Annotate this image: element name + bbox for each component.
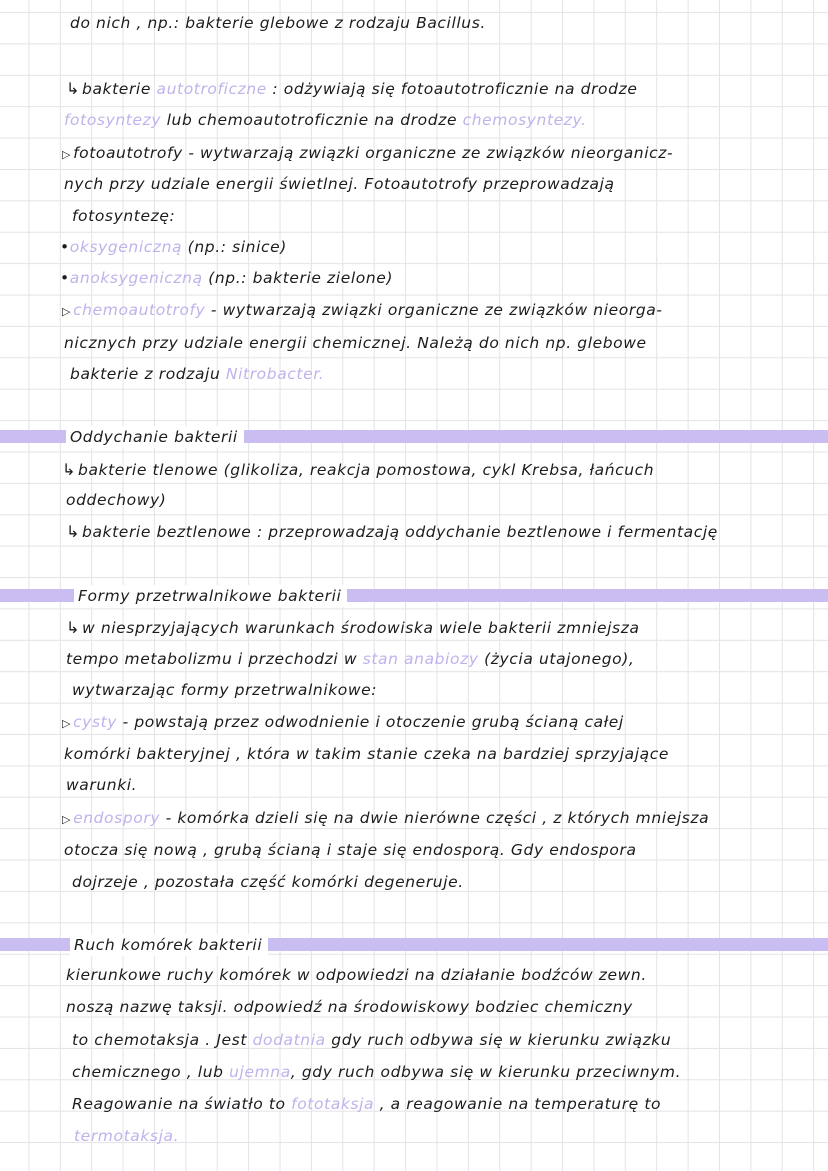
survival-line-8 xyxy=(64,841,637,859)
movement-line-4 xyxy=(72,1063,681,1081)
highlighted-term: fotosyntezy xyxy=(64,111,162,129)
highlighted-term: fototaksja xyxy=(291,1095,375,1113)
triangle-bullet-icon: ▷ xyxy=(62,717,72,730)
section-heading-movement: Ruch komórek bakterii xyxy=(70,934,268,956)
section-heading-respiration: Oddychanie bakterii xyxy=(66,426,244,448)
highlighted-term: ujemna xyxy=(229,1063,291,1081)
autotrophs-line-9 xyxy=(64,334,647,352)
survival-line-6 xyxy=(66,776,137,794)
text: - powstają przez odwodnienie i otoczenie grubą ścianą całej xyxy=(117,713,624,731)
triangle-bullet-icon: ▷ xyxy=(62,813,72,826)
highlighted-term: cysty xyxy=(73,713,118,731)
movement-line-3 xyxy=(72,1031,671,1049)
text: komórki bakteryjnej , która w takim stanie czeka na bardziej sprzyjające xyxy=(64,745,669,763)
text: fotoautotrofy - wytwarzają związki organiczne ze związków nieorganicz- xyxy=(73,144,674,162)
text: (np.: sinice) xyxy=(182,238,287,256)
respiration-line-1 xyxy=(62,460,654,479)
text: lub chemoautotroficznie na drodze xyxy=(161,111,463,129)
text: noszą nazwę taksji. odpowiedź na środowiskowy bodziec chemiczny xyxy=(66,998,633,1016)
text: (życia utajonego), xyxy=(478,650,635,668)
highlighted-term: anoksygeniczną xyxy=(69,269,203,287)
text: w niesprzyjających warunkach środowiska wiele bakterii zmniejsza xyxy=(82,619,640,637)
autotrophs-line-6 xyxy=(60,238,287,256)
text: bakterie z rodzaju xyxy=(70,365,226,383)
arrow-icon: ↳ xyxy=(66,79,81,98)
text: gdy ruch odbywa się w kierunku związku xyxy=(325,1031,672,1049)
autotrophs-line-7 xyxy=(60,269,393,287)
text: Reagowanie na światło to xyxy=(72,1095,292,1113)
autotrophs-line-8 xyxy=(62,301,663,319)
text: do nich , np.: bakterie glebowe z rodzaju Bacillus. xyxy=(70,14,486,32)
intro-line-1 xyxy=(70,14,486,32)
text: to chemotaksja . Jest xyxy=(72,1031,253,1049)
arrow-icon: ↳ xyxy=(66,522,81,541)
highlighted-term: endospory xyxy=(73,809,161,827)
text: bakterie tlenowe (glikoliza, reakcja pomostowa, cykl Krebsa, łańcuch xyxy=(78,461,655,479)
text: fotosyntezę: xyxy=(72,207,176,225)
highlighted-term: chemosyntezy. xyxy=(462,111,587,129)
movement-line-6 xyxy=(74,1127,179,1145)
survival-line-9 xyxy=(72,873,464,891)
autotrophs-line-10 xyxy=(70,365,324,383)
respiration-line-3 xyxy=(66,522,718,541)
text: tempo metabolizmu i przechodzi w xyxy=(66,650,363,668)
text: - wytwarzają związki organiczne ze związków nieorga- xyxy=(205,301,663,319)
text: otocza się nową , grubą ścianą i staje się endosporą. Gdy endospora xyxy=(64,841,637,859)
highlighted-term: chemoautotrofy xyxy=(73,301,206,319)
survival-line-2 xyxy=(66,650,634,668)
text: nych przy udziale energii świetlnej. Fotoautotrofy przeprowadzają xyxy=(64,175,615,193)
highlighted-term: termotaksja. xyxy=(74,1127,180,1145)
text: warunki. xyxy=(66,776,138,794)
highlighted-term: autotroficzne xyxy=(156,80,267,98)
text: wytwarzając formy przetrwalnikowe: xyxy=(72,681,378,699)
bullet-icon: • xyxy=(60,238,70,256)
text: - komórka dzieli się na dwie nierówne części , z których mniejsza xyxy=(160,809,710,827)
text: nicznych przy udziale energii chemicznej. Należą do nich np. glebowe xyxy=(64,334,647,352)
survival-line-4 xyxy=(62,713,624,731)
text: dojrzeje , pozostała część komórki degeneruje. xyxy=(72,873,464,891)
text: , gdy ruch odbywa się w kierunku przeciwnym. xyxy=(290,1063,682,1081)
respiration-line-2 xyxy=(66,491,166,509)
movement-line-1 xyxy=(66,966,647,984)
autotrophs-line-2 xyxy=(64,111,587,129)
section-heading-survival: Formy przetrwalnikowe bakterii xyxy=(74,585,347,607)
text: kierunkowe ruchy komórek w odpowiedzi na działanie bodźców zewn. xyxy=(66,966,647,984)
triangle-bullet-icon: ▷ xyxy=(62,148,72,161)
text: bakterie beztlenowe : przeprowadzają oddychanie beztlenowe i fermentację xyxy=(82,523,718,541)
autotrophs-line-1 xyxy=(66,79,637,98)
text: , a reagowanie na temperaturę to xyxy=(374,1095,662,1113)
text: (np.: bakterie zielone) xyxy=(202,269,394,287)
text: bakterie xyxy=(82,80,157,98)
survival-line-5 xyxy=(64,745,669,763)
highlighted-term: stan anabiozy xyxy=(362,650,479,668)
arrow-icon: ↳ xyxy=(62,460,77,479)
survival-line-3 xyxy=(72,681,377,699)
movement-line-2 xyxy=(66,998,633,1016)
text: chemicznego , lub xyxy=(72,1063,230,1081)
survival-line-7 xyxy=(62,809,709,827)
autotrophs-line-5 xyxy=(72,207,175,225)
highlighted-term: Nitrobacter. xyxy=(225,365,325,383)
text: oddechowy) xyxy=(66,491,167,509)
survival-line-1 xyxy=(66,618,640,637)
highlighted-term: oksygeniczną xyxy=(69,238,183,256)
movement-line-5 xyxy=(72,1095,661,1113)
autotrophs-line-3 xyxy=(62,144,673,162)
highlighted-term: dodatnia xyxy=(252,1031,326,1049)
arrow-icon: ↳ xyxy=(66,618,81,637)
autotrophs-line-4 xyxy=(64,175,615,193)
bullet-icon: • xyxy=(60,269,70,287)
triangle-bullet-icon: ▷ xyxy=(62,305,72,318)
text: : odżywiają się fotoautotroficznie na drodze xyxy=(266,80,638,98)
